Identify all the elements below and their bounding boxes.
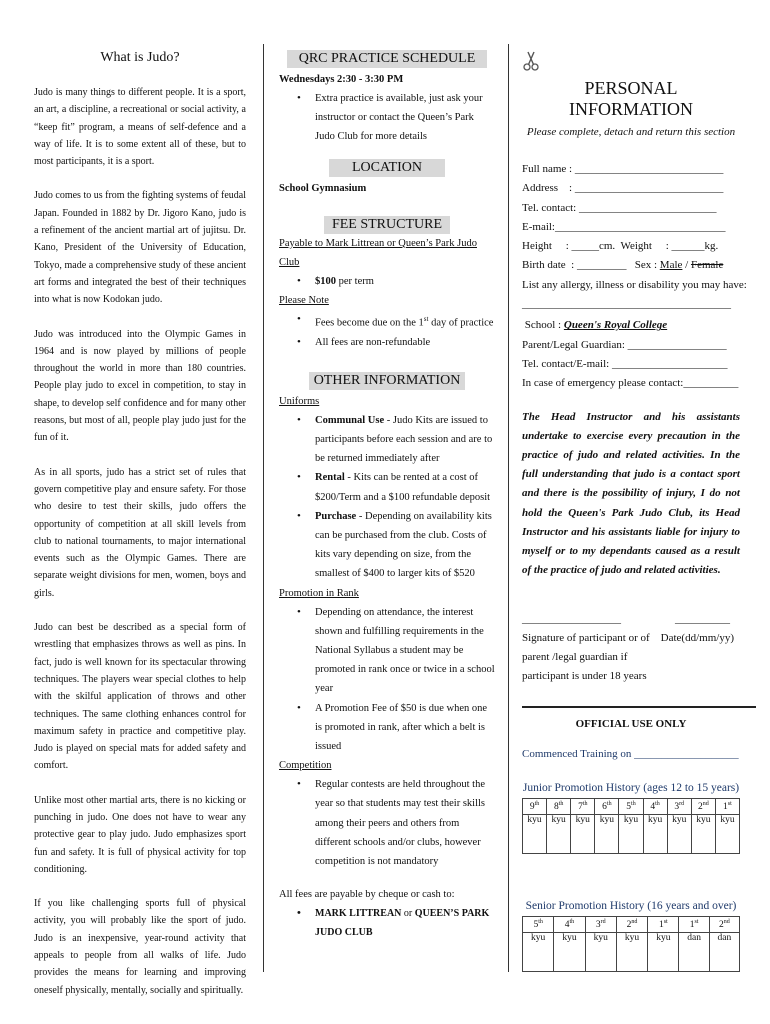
promotion-heading: Promotion in Rank <box>279 587 359 599</box>
rank-unit-cell[interactable]: kyu <box>715 815 739 854</box>
paragraph: Judo can best be described as a special form of wrestling that emphasizes throws as well as pins. In fact, judo is well known for its spectacular throwing techniques. The players wear special clothes to help with the skilful application of throws and other techniques. The same clothing enhances control for maximum safety in practice and competitive play. Judo is played on special mats for added safety and comfort. <box>34 622 246 772</box>
school-field: School : Queen's Royal College <box>522 319 668 332</box>
schedule-column <box>279 44 495 943</box>
signature-line[interactable]: __________________ <box>522 613 621 626</box>
scissors-icon <box>522 50 540 72</box>
signature-label: Signature of participant or of parent /legal guardian if participant is under 18 years <box>522 632 650 683</box>
promotion-item: • A Promotion Fee of $50 is due when one is promoted in rank, after which a belt is issued <box>279 699 495 757</box>
location-title: LOCATION <box>329 159 445 177</box>
rank-label: 9th <box>523 799 547 815</box>
please-note: Please Note <box>279 294 329 306</box>
rank-label: 7th <box>571 799 595 815</box>
fee-note: • Fees become due on the 1st day of practice <box>279 310 495 333</box>
rank-label: 2nd <box>691 799 715 815</box>
personal-info-title: PERSONAL INFORMATION <box>568 78 693 119</box>
junior-promotion-table <box>522 798 740 854</box>
date-label: Date(dd/mm/yy) <box>660 632 734 645</box>
birth-sex-field[interactable]: Birth date : _________ Sex : Male / Female <box>522 259 724 272</box>
what-is-judo-title: What is Judo? <box>100 50 180 65</box>
rank-unit-cell[interactable]: kyu <box>595 815 619 854</box>
rank-unit-cell[interactable]: dan <box>679 933 709 972</box>
rank-label: 1st <box>648 917 679 933</box>
rank-unit-cell[interactable]: kyu <box>554 933 585 972</box>
column-divider-left <box>263 44 264 972</box>
detach-rule <box>522 706 756 708</box>
what-is-judo-column <box>34 44 246 1016</box>
rank-label: 4th <box>643 799 667 815</box>
rank-unit-cell[interactable]: kyu <box>523 815 547 854</box>
senior-history-title: Senior Promotion History (16 years and over) <box>525 900 737 913</box>
rank-unit-cell[interactable]: kyu <box>667 815 691 854</box>
address-field[interactable]: Address : ___________________________ <box>522 182 724 195</box>
rank-unit-cell[interactable]: dan <box>709 933 739 972</box>
rank-label: 2nd <box>709 917 739 933</box>
column-divider-right <box>508 44 509 972</box>
rank-label: 4th <box>554 917 585 933</box>
full-name-field[interactable]: Full name : ___________________________ <box>522 163 724 175</box>
competition-item: • Regular contests are held throughout the year so that students may test their skills among their peers and others from different schools and/or clubs, however competition is not mandatory <box>279 775 495 871</box>
parent-field[interactable]: Parent/Legal Guardian: __________________ <box>522 338 727 351</box>
location-value: School Gymnasium <box>279 182 367 194</box>
schedule-title: QRC PRACTICE SCHEDULE <box>287 50 487 68</box>
paragraph: As in all sports, judo has a strict set of rules that govern competitive play and ensure safety. For those who desire to test their skills, judo offers the opportunity of competition at all skill levels from club to national tournaments, to major international events such as the Olympic Games. There are separate weight divisions for men, women, boys and girls. <box>34 466 246 599</box>
official-use-heading: OFFICIAL USE ONLY <box>575 718 687 731</box>
payable-note: All fees are payable by cheque or cash to: <box>279 889 455 901</box>
rank-label: 3rd <box>585 917 616 933</box>
rank-label: 1st <box>715 799 739 815</box>
personal-info-subtitle: Please complete, detach and return this section <box>526 126 736 138</box>
rank-unit-cell[interactable]: kyu <box>571 815 595 854</box>
junior-history-title: Junior Promotion History (ages 12 to 15 years) <box>522 782 740 795</box>
payee: • MARK LITTREAN or QUEEN’S PARK JUDO CLUB <box>279 904 495 942</box>
fee-title: FEE STRUCTURE <box>324 216 450 234</box>
liability-disclaimer: The Head Instructor and his assistants undertake to exercise every precaution in the practice of judo and related activities. In the full understanding that judo is a contact sport and there is the possibility of injury, I do not hold the Queen's Park Judo Club, its Head Instructor and his assistants liable for injury to myself or to my dependants caused as a result of the practice of judo and related activities. <box>522 410 740 577</box>
rank-label: 5th <box>523 917 554 933</box>
paragraph: Unlike most other martial arts, there is no kicking or punching in judo. One does not have to wear any protective gear to play judo. Judo emphasizes sport fun and safety. It is full of physical activity for top conditioning. <box>34 794 246 875</box>
rank-unit-cell[interactable]: kyu <box>616 933 647 972</box>
emergency-field[interactable]: In case of emergency please contact:__________ <box>522 377 739 390</box>
rank-label: 6th <box>595 799 619 815</box>
allergy-blank[interactable]: ______________________________________ <box>522 298 731 311</box>
schedule-time: Wednesdays 2:30 - 3:30 PM <box>279 74 404 85</box>
other-info-title: OTHER INFORMATION <box>309 372 465 390</box>
rank-unit-cell[interactable]: kyu <box>585 933 616 972</box>
paragraph: If you like challenging sports full of physical activity, you will probably like the sport of judo. Judo is an inexpensive, year-round activity that appeals to people from all walks of life. Judo provides the means for learning and improving oneself physically, mentally, socially and spiritually. <box>34 898 246 996</box>
rank-label: 8th <box>547 799 571 815</box>
paragraph: Judo is many things to different people. It is a sport, an art, a discipline, a recreational or social activity, a “keep fit” program, a means of self-defence and a way of life. It is to some extent all of these, but to most participants, it is a sport. <box>34 87 246 168</box>
promotion-item: • Depending on attendance, the interest shown and fulfilling requirements in the National Syllabus a student may be promoted in rank once or twice in a school year <box>279 603 495 699</box>
rank-label: 3rd <box>667 799 691 815</box>
uniforms-heading: Uniforms <box>279 395 320 407</box>
fee-amount: • $100 per term <box>279 272 495 291</box>
signature-block <box>522 610 740 686</box>
rank-unit-cell[interactable]: kyu <box>691 815 715 854</box>
uniform-item: • Rental - Kits can be rented at a cost of $200/Term and a $100 refundable deposit <box>279 468 495 506</box>
senior-promotion-table <box>522 916 740 972</box>
date-line[interactable]: __________ <box>675 613 730 626</box>
rank-label: 5th <box>619 799 643 815</box>
paragraph: Judo comes to us from the fighting systems of feudal Japan. Founded in 1882 by Dr. Jigoro Kano, judo is a refinement of the ancient martial art of jujitsu. Dr. Kano, President of the University of Education, Tokyo, made a comprehensive study of these ancient art forms and integrated the best of their techniques into what is now Kodokan judo. <box>34 190 246 306</box>
schedule-note: • Extra practice is available, just ask your instructor or contact the Queen’s Park Judo Club for more details <box>279 89 495 147</box>
rank-unit-cell[interactable]: kyu <box>643 815 667 854</box>
fee-payable: Payable to Mark Littrean or Queen’s Park Judo Club <box>279 237 477 268</box>
tel-contact-field[interactable]: Tel. contact: _________________________ <box>522 201 717 214</box>
rank-unit-cell[interactable]: kyu <box>547 815 571 854</box>
uniform-item: • Communal Use - Judo Kits are issued to participants before each session and are to be returned immediately after <box>279 411 495 469</box>
commenced-training-field[interactable]: Commenced Training on ___________________ <box>522 748 739 761</box>
fee-note: • All fees are non-refundable <box>279 333 495 352</box>
uniform-item: • Purchase - Depending on availability kits can be purchased from the club. Costs of kits vary depending on size, from the smallest of $400 to larger kits of $520 <box>279 507 495 584</box>
allergy-field: List any allergy, illness or disability you may have: <box>522 278 747 291</box>
parent-contact-field[interactable]: Tel. contact/E-mail: _____________________ <box>522 357 728 370</box>
email-field[interactable]: E-mail:_______________________________ <box>522 220 726 233</box>
rank-label: 1st <box>679 917 709 933</box>
height-weight-field[interactable]: Height : _____cm. Weight : ______kg. <box>522 240 719 253</box>
personal-info-column <box>522 44 747 972</box>
paragraph: Judo was introduced into the Olympic Games in 1964 and is now played by millions of people throughout the world in more than 180 countries. People play judo to excel in competition, to stay in shape, to develop self confidence and for many other reasons, but most of all, people play judo just for the fun of it. <box>34 328 246 444</box>
rank-unit-cell[interactable]: kyu <box>648 933 679 972</box>
rank-label: 2nd <box>616 917 647 933</box>
competition-heading: Competition <box>279 760 332 772</box>
rank-unit-cell[interactable]: kyu <box>619 815 643 854</box>
rank-unit-cell[interactable]: kyu <box>523 933 554 972</box>
